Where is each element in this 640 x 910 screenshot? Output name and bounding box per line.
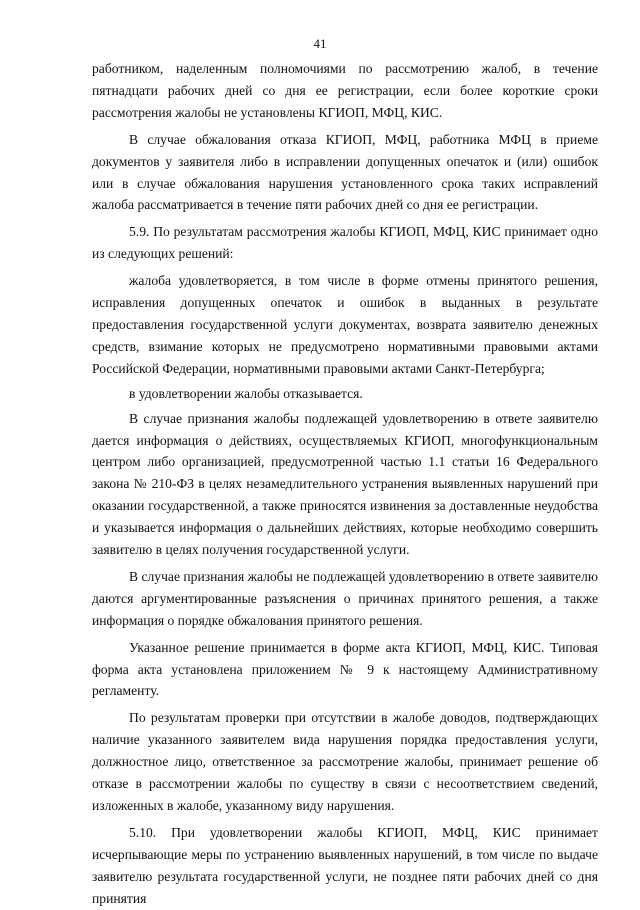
paragraph: В случае обжалования отказа КГИОП, МФЦ, работника МФЦ в приеме документов у заявителя либо в исправлении допущенных опечаток и (или) ошибок или в случае обжалования нарушения установленного срока таких исправлений жалоба рассматривается в течение пяти рабочих дней со дня ее регистрации. [92, 131, 598, 213]
paragraph: в удовлетворении жалобы отказывается. [129, 385, 363, 401]
paragraph: В случае признания жалобы не подлежащей удовлетворению в ответе заявителю даются аргументированные разъяснения о причинах принятого решения, а также информация о порядке обжалования принятого решения. [92, 568, 598, 628]
paragraph: 5.9. По результатам рассмотрения жалобы КГИОП, МФЦ, КИС принимает одно из следующих решений: [92, 224, 598, 262]
document-body [92, 58, 598, 910]
paragraph: В случае признания жалобы подлежащей удовлетворению в ответе заявителю дается информация о действиях, осуществляемых КГИОП, многофункциональным центром либо организацией, предусмотренной частью 1.1 статьи 16 Федерального закона № 210-ФЗ в целях незамедлительного устранения выявленных нарушений при оказании государственной, а также приносятся извинения за доставленные неудобства и указывается информация о дальнейших действиях, которые необходимо совершить заявителю в целях получения государственной услуги. [92, 410, 598, 558]
paragraph: По результатам проверки при отсутствии в жалобе доводов, подтверждающих наличие указанного заявителем вида нарушения порядка предоставления услуги, должностное лицо, ответственное за рассмотрение жалобы, принимает решение об отказе в рассмотрении жалобы по существу в связи с несоответствием сведений, изложенных в жалобе, указанному виду нарушения. [92, 710, 598, 813]
paragraph: 5.10. При удовлетворении жалобы КГИОП, МФЦ, КИС принимает исчерпывающие меры по устранению выявленных нарушений, в том числе по выдаче заявителю результата государственной услуги, не позднее пяти рабочих дней со дня принятия [92, 824, 598, 906]
paragraph: жалоба удовлетворяется, в том числе в форме отмены принятого решения, исправления допущенных опечаток и ошибок в выданных в результате предоставления государственной услуги документах, возврата заявителю денежных средств, взимание которых не предусмотрено нормативными правовыми актами Российской Федерации, нормативными правовыми актами Санкт-Петербурга; [92, 273, 598, 376]
paragraph: работником, наделенным полномочиями по рассмотрению жалоб, в течение пятнадцати рабочих дней со дня ее регистрации, если более короткие сроки рассмотрения жалобы не установлены КГИОП, МФЦ, КИС. [92, 61, 598, 120]
paragraph: Указанное решение принимается в форме акта КГИОП, МФЦ, КИС. Типовая форма акта установлена приложением № 9 к настоящему Административному регламенту. [92, 639, 598, 699]
page-number: 41 [313, 36, 327, 51]
